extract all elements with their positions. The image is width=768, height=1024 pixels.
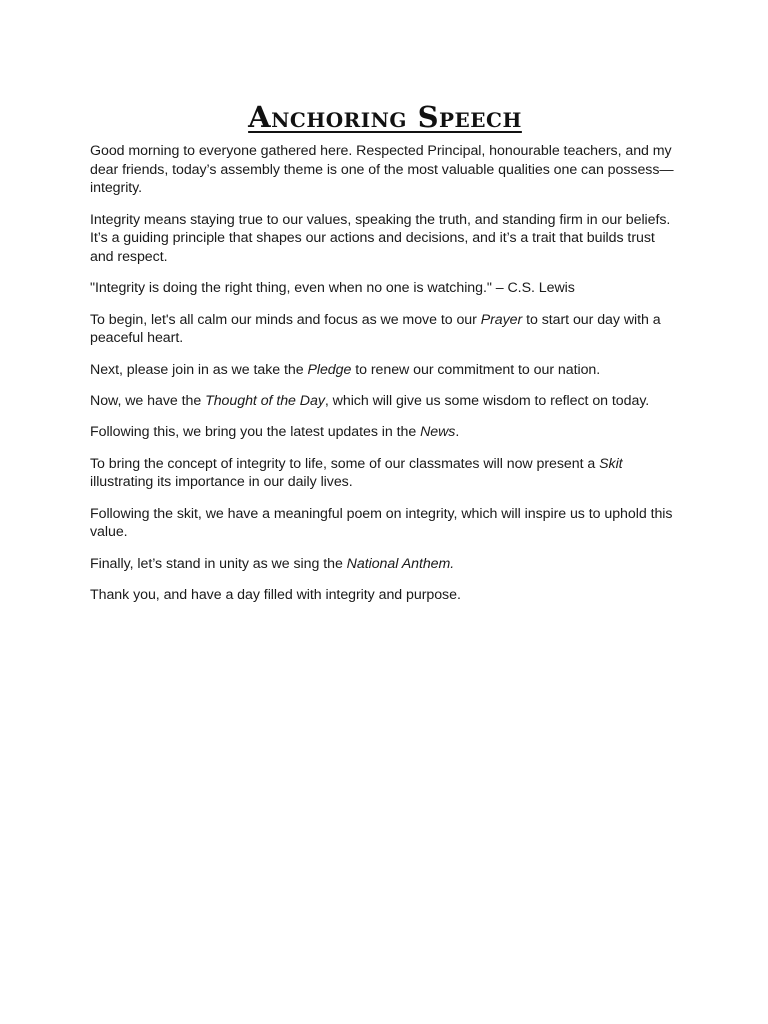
paragraph-anthem bbox=[90, 555, 680, 574]
paragraph-text: to renew our commitment to our nation. bbox=[351, 361, 601, 378]
paragraph-prayer bbox=[90, 311, 680, 348]
paragraph-text: Following the skit, we have a meaningful poem on integrity, which will inspire us to uphold this value. bbox=[90, 505, 673, 541]
paragraph-text: Good morning to everyone gathered here. Respected Principal, honourable teachers, and my dear friends, today’s assembly theme is one of the most valuable qualities one can possess—integrity. bbox=[90, 143, 674, 197]
document-title: Anchoring Speech bbox=[248, 100, 522, 134]
paragraph-text: Integrity means staying true to our values, speaking the truth, and standing firm in our beliefs. It’s a guiding principle that shapes our actions and decisions, and it’s a trait that builds trust and respect. bbox=[90, 211, 671, 265]
paragraph-text: . bbox=[455, 424, 460, 441]
paragraph-news bbox=[90, 423, 680, 442]
emphasis-news: News bbox=[420, 424, 456, 441]
paragraph-poem bbox=[90, 505, 680, 542]
emphasis-thought-of-the-day: Thought of the Day bbox=[205, 392, 325, 409]
emphasis-prayer: Prayer bbox=[480, 311, 523, 328]
paragraph-skit bbox=[90, 455, 680, 492]
title-container bbox=[90, 100, 680, 134]
emphasis-national-anthem: National Anthem. bbox=[346, 555, 455, 572]
document-page bbox=[90, 100, 680, 617]
paragraph-thought bbox=[90, 392, 680, 411]
paragraph-text: Thank you, and have a day filled with integrity and purpose. bbox=[90, 587, 461, 604]
emphasis-pledge: Pledge bbox=[307, 361, 352, 378]
paragraph-quote bbox=[90, 279, 680, 298]
paragraph-text: Next, please join in as we take the bbox=[90, 361, 308, 378]
paragraph-integrity-meaning bbox=[90, 211, 680, 267]
paragraph-text: illustrating its importance in our daily lives. bbox=[90, 474, 353, 491]
paragraph-text: , which will give us some wisdom to reflect on today. bbox=[324, 392, 650, 409]
paragraph-closing bbox=[90, 586, 680, 605]
paragraph-text: To bring the concept of integrity to life, some of our classmates will now present a bbox=[90, 455, 600, 472]
paragraph-text: Now, we have the bbox=[90, 392, 206, 409]
paragraph-text: Following this, we bring you the latest updates in the bbox=[90, 424, 421, 441]
paragraph-text: Finally, let’s stand in unity as we sing the bbox=[90, 555, 347, 572]
emphasis-skit: Skit bbox=[599, 455, 623, 472]
paragraph-pledge bbox=[90, 361, 680, 380]
paragraph-greeting bbox=[90, 142, 680, 198]
paragraph-text: "Integrity is doing the right thing, even when no one is watching." – C.S. Lewis bbox=[90, 280, 575, 297]
paragraph-text: to start our day with a peaceful heart. bbox=[90, 311, 661, 347]
paragraph-text: To begin, let's all calm our minds and focus as we move to our bbox=[90, 311, 481, 328]
